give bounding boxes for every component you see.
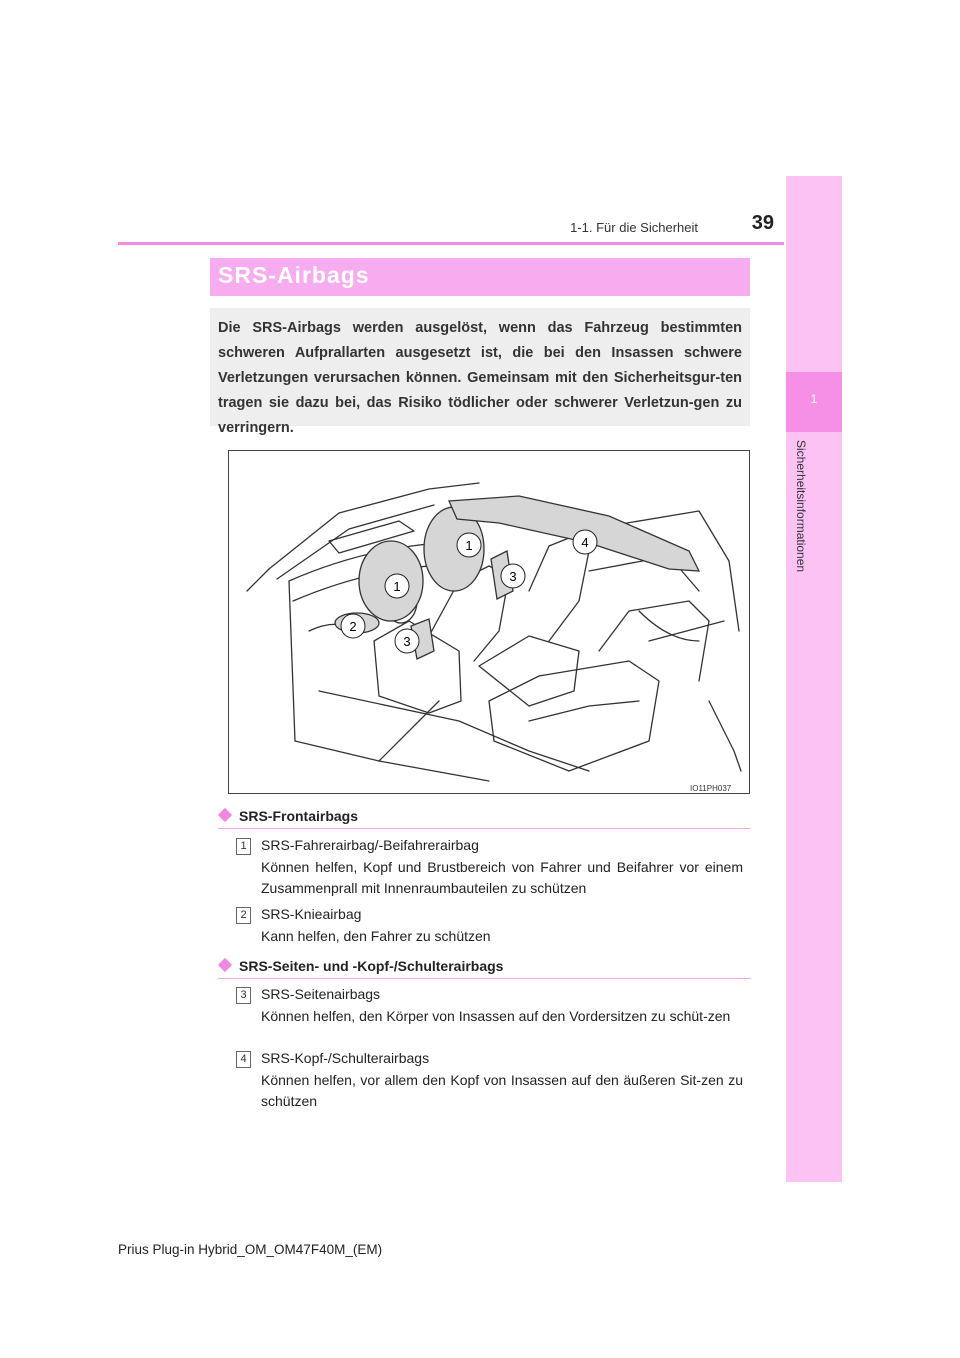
item-description: Können helfen, Kopf und Brustbereich von Fahrer und Beifahrer vor einem Zusammenprall mit Innenraumbauteilen zu schützen [261,859,743,896]
item-description: Kann helfen, den Fahrer zu schützen [261,928,491,944]
item-number: 3 [236,987,251,1004]
car-interior-drawing [229,451,749,793]
svg-text:3: 3 [403,634,411,649]
item-title: SRS-Seitenairbags [261,986,381,1002]
side-tab-label-text: Sicherheitsinformationen [794,440,808,573]
item-number: 1 [236,838,251,855]
section-rule [218,828,750,829]
intro-text: Die SRS-Airbags werden ausgelöst, wenn das Fahrzeug bestimmten schweren Aufprallarten ausgesetzt ist, die bei den Insassen schwere Verletzungen verursachen können. Gemeinsam mit den Sicherheitsgur-ten tragen sie dazu bei, das Risiko tödlicher oder schwerer Verletzun-gen zu verringern. [218,320,742,436]
callout-3-passenger [501,564,525,588]
page-title: SRS-Airbags [218,262,370,288]
svg-text:1: 1 [465,538,473,553]
curtain-airbag [449,496,699,571]
side-tab-number: 1 [810,392,818,406]
diamond-icon [218,958,232,972]
section-heading-side-curtain-airbags: SRS-Seiten- und -Kopf-/Schulterairbags [218,958,503,974]
side-tab-strip [786,176,842,1182]
callout-1-driver [385,574,409,598]
callout-4 [573,530,597,554]
section-title: 1-1. Für die Sicherheit [570,220,698,235]
callout-1-passenger [457,533,481,557]
item-description: Können helfen, den Körper von Insassen auf den Vordersitzen zu schüt-zen [261,1008,731,1024]
item-number: 4 [236,1051,251,1068]
item-title: SRS-Fahrerairbag/-Beifahrerairbag [261,837,479,853]
section-heading-frontairbags: SRS-Frontairbags [218,808,358,824]
side-tab-label [786,440,808,660]
section-rule [218,978,750,979]
item-title: SRS-Knieairbag [261,906,362,922]
header-rule [118,242,784,245]
callout-3-driver [395,629,419,653]
svg-text:1: 1 [393,579,401,594]
svg-text:3: 3 [509,569,517,584]
footer-document-id: Prius Plug-in Hybrid_OM_OM47F40M_(EM) [118,1242,383,1257]
callout-2 [341,614,365,638]
airbag-illustration [228,450,750,794]
svg-text:4: 4 [581,535,589,550]
svg-text:2: 2 [349,619,357,634]
illustration-code: IO11PH037 [690,784,732,793]
item-number: 2 [236,907,251,924]
item-description: Können helfen, vor allem den Kopf von Insassen auf den äußeren Sit-zen zu schützen [261,1072,743,1109]
diamond-icon [218,808,232,822]
item-title: SRS-Kopf-/Schulterairbags [261,1050,430,1066]
page-number: 39 [751,212,774,234]
